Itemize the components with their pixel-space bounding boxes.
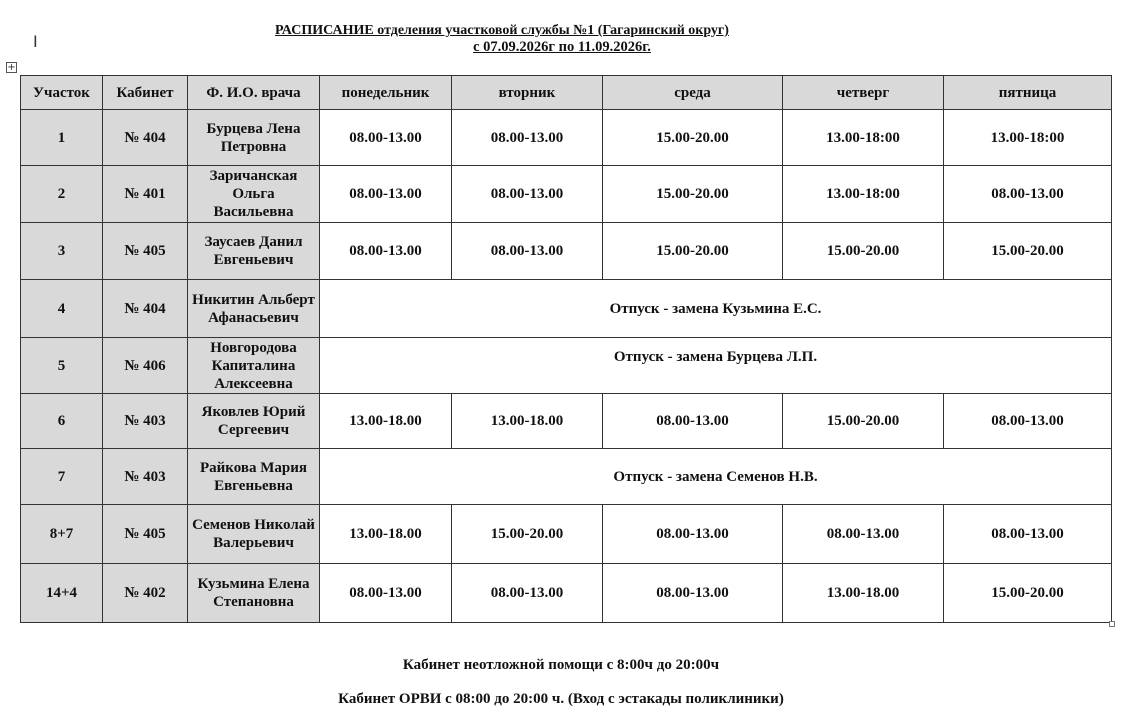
uchastok-cell: 3	[21, 223, 103, 280]
day-cell: 15.00-20.00	[603, 166, 783, 223]
day-cell: 15.00-20.00	[944, 564, 1112, 623]
day-cell: 08.00-13.00	[783, 505, 944, 564]
table-resize-handle-icon[interactable]	[1109, 621, 1115, 627]
day-cell: 08.00-13.00	[603, 394, 783, 449]
day-cell: 08.00-13.00	[452, 166, 603, 223]
kabinet-cell: № 404	[103, 110, 188, 166]
day-cell: 08.00-13.00	[452, 564, 603, 623]
doctor-cell: Яковлев Юрий Сергеевич	[188, 394, 320, 449]
uchastok-cell: 5	[21, 338, 103, 394]
uchastok-cell: 4	[21, 280, 103, 338]
header-cell: четверг	[783, 76, 944, 110]
kabinet-cell: № 405	[103, 505, 188, 564]
day-cell: 15.00-20.00	[452, 505, 603, 564]
doctor-cell: Никитин Альберт Афанасьевич	[188, 280, 320, 338]
day-cell: 13.00-18.00	[320, 505, 452, 564]
day-cell: 08.00-13.00	[320, 166, 452, 223]
day-cell: 08.00-13.00	[944, 166, 1112, 223]
urgent-care-note: Кабинет неотложной помощи с 8:00ч до 20:00ч	[402, 657, 720, 673]
day-cell: 08.00-13.00	[944, 505, 1112, 564]
schedule-title	[0, 22, 1004, 56]
day-cell: 08.00-13.00	[452, 110, 603, 166]
vacation-note-cell: Отпуск - замена Кузьмина Е.С.	[320, 280, 1112, 338]
doctor-cell: Кузьмина Елена Степановна	[188, 564, 320, 623]
table-header-row	[21, 76, 1112, 110]
table-row	[21, 223, 1112, 280]
kabinet-cell: № 402	[103, 564, 188, 623]
uchastok-cell: 6	[21, 394, 103, 449]
day-cell: 13.00-18:00	[783, 166, 944, 223]
text-cursor-icon: I	[33, 32, 38, 51]
day-cell: 15.00-20.00	[783, 394, 944, 449]
day-cell: 08.00-13.00	[603, 505, 783, 564]
title-line-2: с 07.09.2026г по 11.09.2026г.	[473, 39, 651, 55]
doctor-cell: Заричанская Ольга Васильевна	[188, 166, 320, 223]
day-cell: 13.00-18.00	[783, 564, 944, 623]
doctor-cell: Райкова Мария Евгеньевна	[188, 449, 320, 505]
day-cell: 08.00-13.00	[320, 110, 452, 166]
table-row	[21, 394, 1112, 449]
title-line-1: РАСПИСАНИЕ отделения участковой службы №1 (Гагаринский округ)	[275, 23, 729, 38]
day-cell: 15.00-20.00	[603, 223, 783, 280]
day-cell: 08.00-13.00	[452, 223, 603, 280]
day-cell: 08.00-13.00	[320, 564, 452, 623]
table-row	[21, 505, 1112, 564]
kabinet-cell: № 406	[103, 338, 188, 394]
table-row	[21, 280, 1112, 338]
day-cell: 13.00-18:00	[783, 110, 944, 166]
day-cell: 15.00-20.00	[783, 223, 944, 280]
uchastok-cell: 14+4	[21, 564, 103, 623]
day-cell: 15.00-20.00	[944, 223, 1112, 280]
day-cell: 08.00-13.00	[944, 394, 1112, 449]
header-cell: понедельник	[320, 76, 452, 110]
table-row	[21, 166, 1112, 223]
uchastok-cell: 7	[21, 449, 103, 505]
table-row	[21, 564, 1112, 623]
schedule-table	[20, 75, 1112, 623]
header-cell: пятница	[944, 76, 1112, 110]
kabinet-cell: № 401	[103, 166, 188, 223]
day-cell: 13.00-18:00	[944, 110, 1112, 166]
doctor-cell: Новгородова Капиталина Алексеевна	[188, 338, 320, 394]
header-cell: вторник	[452, 76, 603, 110]
uchastok-cell: 2	[21, 166, 103, 223]
day-cell: 08.00-13.00	[603, 564, 783, 623]
kabinet-cell: № 403	[103, 449, 188, 505]
header-cell: Кабинет	[103, 76, 188, 110]
doctor-cell: Семенов Николай Валерьевич	[188, 505, 320, 564]
orvi-cabinet-note: Кабинет ОРВИ с 08:00 до 20:00 ч. (Вход с эстакады поликлиники)	[338, 691, 784, 707]
table-move-handle-icon[interactable]: +	[7, 62, 16, 73]
day-cell: 13.00-18.00	[320, 394, 452, 449]
vacation-note-cell: Отпуск - замена Семенов Н.В.	[320, 449, 1112, 505]
day-cell: 08.00-13.00	[320, 223, 452, 280]
header-cell: Ф. И.О. врача	[188, 76, 320, 110]
table-row	[21, 449, 1112, 505]
day-cell: 13.00-18.00	[452, 394, 603, 449]
table-row	[21, 110, 1112, 166]
uchastok-cell: 1	[21, 110, 103, 166]
uchastok-cell: 8+7	[21, 505, 103, 564]
doctor-cell: Заусаев Данил Евгеньевич	[188, 223, 320, 280]
kabinet-cell: № 404	[103, 280, 188, 338]
vacation-note-cell: Отпуск - замена Бурцева Л.П.	[320, 338, 1112, 394]
kabinet-cell: № 405	[103, 223, 188, 280]
kabinet-cell: № 403	[103, 394, 188, 449]
day-cell: 15.00-20.00	[603, 110, 783, 166]
header-cell: Участок	[21, 76, 103, 110]
doctor-cell: Бурцева Лена Петровна	[188, 110, 320, 166]
header-cell: среда	[603, 76, 783, 110]
table-row	[21, 338, 1112, 394]
